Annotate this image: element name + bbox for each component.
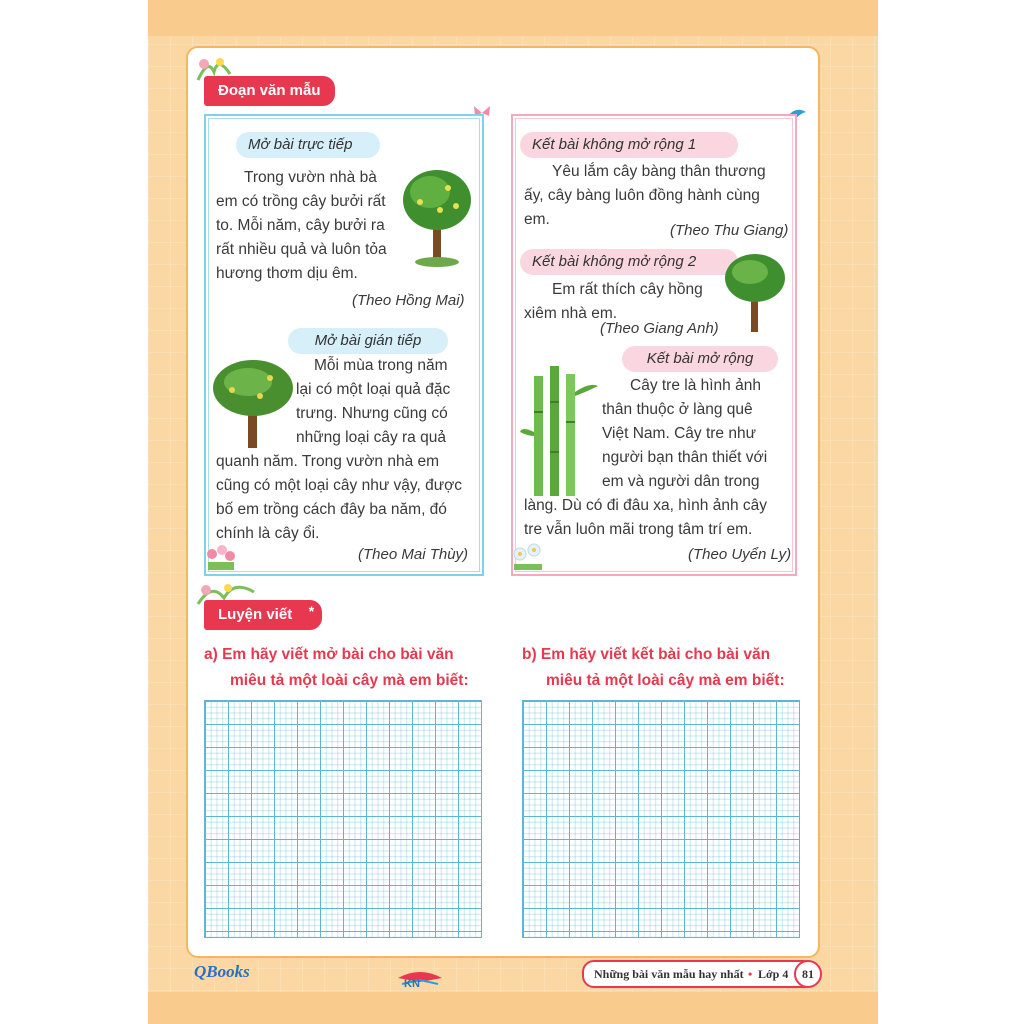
sapodilla-tree-icon — [722, 250, 788, 334]
grade-label: Lớp 4 — [758, 967, 789, 981]
task-b-prompt: b) Em hãy viết kết bài cho bài văn miêu tả một loài cây mà em biết: — [522, 646, 785, 689]
label-ket-bai-mo-rong: Kết bài mở rộng — [622, 346, 778, 372]
top-wave-decoration — [148, 0, 878, 36]
writing-grid-a[interactable] — [204, 700, 482, 938]
paragraph-mo-bai-truc-tiep: Trong vườn nhà bà em có trồng cây bưởi rất to. Mỗi năm, cây bưởi ra rất nhiều quả và luôn tỏa hương thơm dịu êm. — [216, 169, 387, 282]
paragraph-ket-bai-1: Yêu lắm cây bàng thân thương ấy, cây bàng luôn đồng hành cùng em. — [524, 163, 766, 228]
label-ket-bai-khong-mo-rong-2: Kết bài không mở rộng 2 — [520, 249, 738, 275]
footer-bullet: • — [748, 967, 753, 981]
source-thu-giang: (Theo Thu Giang) — [670, 222, 789, 239]
bottom-wave-decoration — [148, 992, 878, 1024]
footer-book-info — [582, 960, 816, 988]
luyen-viet-label: Luyện viết — [218, 606, 293, 623]
bamboo-icon — [520, 362, 600, 498]
writing-grid-b[interactable] — [522, 700, 800, 938]
source-giang-anh: (Theo Giang Anh) — [600, 320, 719, 337]
paragraph-ket-bai-2: Em rất thích cây hồng xiêm nhà em. — [524, 281, 703, 322]
source-uyen-ly: (Theo Uyển Ly) — [688, 546, 792, 563]
source-mai-thuy: (Theo Mai Thùy) — [358, 546, 469, 563]
section-title-doan-van-mau: Đoạn văn mẫu — [204, 76, 335, 106]
pomelo-tree-icon — [400, 162, 474, 272]
paragraph-ket-bai-mo-rong-bottom: làng. Dù có đi đâu xa, hình ảnh cây tre vẫn luôn mãi trong tâm trí em. — [524, 497, 767, 538]
guava-tree-icon — [210, 356, 296, 452]
task-a-prompt: a) Em hãy viết mở bài cho bài văn miêu tả một loài cây mà em biết: — [204, 646, 469, 689]
label-ket-bai-khong-mo-rong-1: Kết bài không mở rộng 1 — [520, 132, 738, 158]
qbooks-logo: QBooks — [194, 962, 250, 981]
label-mo-bai-gian-tiep: Mở bài gián tiếp — [288, 328, 448, 354]
flower-pot-icon — [204, 542, 238, 572]
paragraph-mo-bai-gian-tiep-top: Mỗi mùa trong năm lại có một loại quả đặc trưng. Nhưng cũng có những loại cây ra quả — [296, 357, 451, 446]
section-title-luyen-viet — [204, 600, 322, 630]
paragraph-ket-bai-mo-rong-top: Cây tre là hình ảnh thân thuộc ở làng quê Việt Nam. Cây tre như người bạn thân thiết với em và người dân trong — [602, 377, 768, 490]
white-flower-icon — [510, 540, 546, 572]
page-number: 81 — [794, 960, 822, 988]
source-hong-mai: (Theo Hồng Mai) — [352, 292, 465, 309]
label-mo-bai-truc-tiep: Mở bài trực tiếp — [236, 132, 380, 158]
book-title: Những bài văn mẫu hay nhất — [594, 967, 744, 981]
paragraph-mo-bai-gian-tiep-bottom: quanh năm. Trong vườn nhà em cũng có một loại cây như vậy, được bố em trồng cách đây ba năm, đó chính là cây ổi. — [216, 453, 463, 542]
kn-logo — [396, 964, 444, 992]
kn-logo-text: KN — [404, 978, 420, 990]
star-icon: * — [308, 603, 315, 619]
